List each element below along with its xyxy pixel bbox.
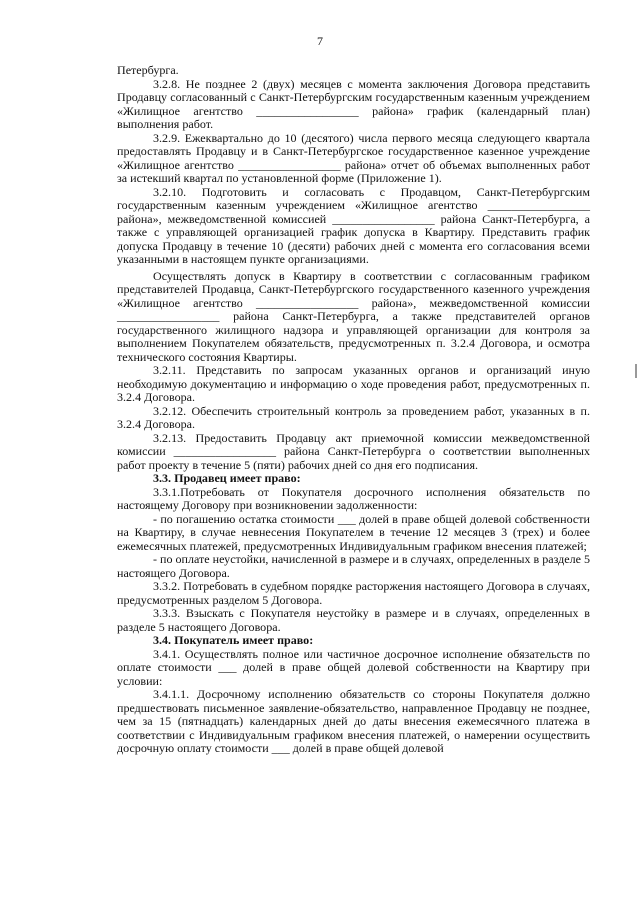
scan-margin-mark bbox=[635, 364, 637, 378]
clause-3-3-1: 3.3.1.Потребовать от Покупателя досрочного исполнения обязательств по настоящему Договору при возникновении задолженности: bbox=[117, 484, 590, 512]
clause-3-2-12: 3.2.12. Обеспечить строительный контроль за проведением работ, указанных в п. 3.2.4 Договора. bbox=[117, 403, 590, 431]
list-item-penalty: - по оплате неустойки, начисленной в размере и в случаях, определенных в разделе 5 настоящего Договора. bbox=[117, 552, 590, 580]
clause-3-3-2: 3.3.2. Потребовать в судебном порядке расторжения настоящего Договора в случаях, предусмотренных разделом 5 Договора. bbox=[117, 579, 590, 607]
clause-3-2-11: 3.2.11. Представить по запросам указанных органов и организаций иную необходимую документацию и информацию о ходе проведения работ, предусмотренных п. 3.2.4 Договора. bbox=[117, 363, 590, 404]
document-body bbox=[117, 64, 590, 756]
clause-3-4-1: 3.4.1. Осуществлять полное или частичное досрочное исполнение обязательств по оплате стоимости ___ долей в праве общей долевой собственности на Квартиру при условии: bbox=[117, 646, 590, 688]
clause-3-3-3: 3.3.3. Взыскать с Покупателя неустойку в размере и в случаях, определенных в разделе 5 настоящего Договора. bbox=[117, 606, 590, 634]
page-number: 7 bbox=[317, 34, 323, 48]
clause-3-2-13: 3.2.13. Предоставить Продавцу акт приемочной комиссии межведомственной комиссии _________________ района Санкт-Петербурга о соответствии выполненных работ проекту в течение 5 (пяти) рабочих дней со дня его подписания. bbox=[117, 430, 590, 472]
section-heading-3-4: 3.4. Покупатель имеет право: bbox=[153, 633, 314, 647]
section-heading-3-3: 3.3. Продавец имеет право: bbox=[153, 471, 301, 485]
clause-3-2-10: 3.2.10. Подготовить и согласовать с Продавцом, Санкт-Петербургским государственным казенным учреждением «Жилищное агентство _________________ района», межведомственной комиссией _________________ района Санкт-Петербурга, а также с управляющей организацией график допуска в Квартиру. Представить график допуска Продавцу в течение 10 (десяти) рабочих дней с момента его согласования всеми указанными в настоящем пункте организациями. bbox=[117, 184, 590, 266]
clause-3-2-9: 3.2.9. Ежеквартально до 10 (десятого) числа первого месяца следующего квартала предоставлять Продавцу и в Санкт-Петербургское государственное казенное учреждение «Жилищное агентство _________________ района» отчет об объемах выполненных работ за истекший квартал по установленной форме (Приложение 1). bbox=[117, 130, 590, 185]
list-item-remaining-cost: - по погашению остатка стоимости ___ долей в праве общей долевой собственности на Квартиру, в случае невнесения Покупателем в течение 12 месяцев 3 (трех) и более ежемесячных платежей, предусмотренных Индивидуальным графиком внесения платежей; bbox=[117, 511, 590, 553]
clause-3-4-1-1: 3.4.1.1. Досрочному исполнению обязательств со стороны Покупателя должно предшествовать письменное заявление-обязательство, направленное Продавцу не позднее, чем за 15 (пятнадцать) календарных дней до даты внесения ежемесячного платежа в соответствии с Индивидуальным графиком внесения платежей, о намерении осуществить досрочную оплату стоимости ___ долей в праве общей долевой bbox=[117, 687, 590, 755]
paragraph-continuation: Петербурга. bbox=[117, 63, 179, 77]
clause-3-2-8: 3.2.8. Не позднее 2 (двух) месяцев с момента заключения Договора представить Продавцу согласованный с Санкт-Петербургским государственным казенным учреждением «Жилищное агентство _________________ района» график (календарный план) выполнения работ. bbox=[117, 76, 590, 131]
clause-access-paragraph: Осуществлять допуск в Квартиру в соответствии с согласованным графиком представителей Продавца, Санкт-Петербургского государственного казенного учреждения «Жилищное агентство _________________ района», межведомственной комиссии _________________ района Санкт-Петербурга, а также представителей органов государственного жилищного надзора и управляющей организации для контроля за выполнением Покупателем обязательств, предусмотренных п. 3.2.4 Договора, и осмотра технического состояния Квартиры. bbox=[117, 268, 590, 364]
